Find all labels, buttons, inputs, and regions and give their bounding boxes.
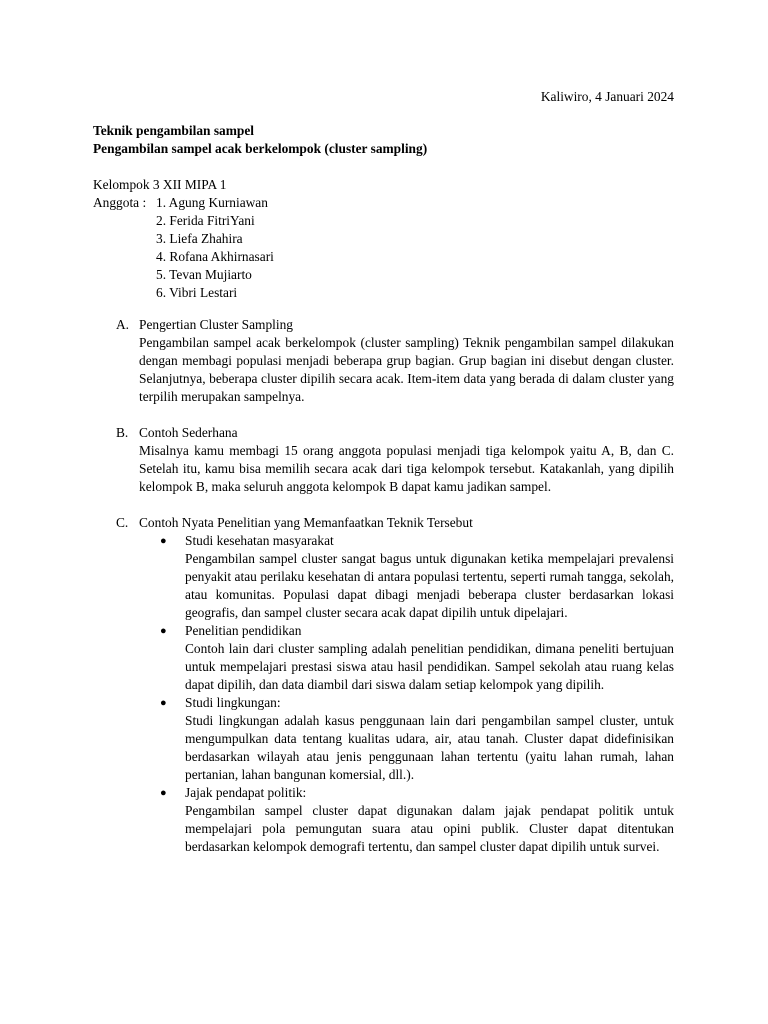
section-heading: Contoh Nyata Penelitian yang Memanfaatkan Teknik Tersebut [139,515,473,530]
group-name: Kelompok 3 XII MIPA 1 [93,177,227,192]
bullet-title: Studi kesehatan masyarakat [185,533,334,548]
bullet-list [160,532,674,856]
bullet-icon: ● [160,787,167,799]
section-c [93,514,674,856]
member-item: 5. Tevan Mujiarto [156,267,252,282]
section-a [93,316,674,406]
section-b [93,424,674,496]
section-heading: Pengertian Cluster Sampling [139,317,293,332]
title-main: Teknik pengambilan sampel [93,123,254,138]
bullet-item [160,622,674,694]
bullet-title: Jajak pendapat politik: [185,785,307,800]
bullet-item [160,784,674,856]
member-item: 4. Rofana Akhirnasari [156,249,274,264]
members-list [156,194,274,302]
document-titles [93,122,427,158]
bullet-text: Pengambilan sampel cluster dapat digunakan dalam jajak pendapat politik untuk mempelajari pola pemungutan suara atau opini publik. Cluster dapat ditentukan berdasarkan kelompok demografi tertentu, dan sampel cluster dapat dipilih untuk survei. [185,803,674,854]
member-item: 3. Liefa Zhahira [156,231,243,246]
bullet-text: Studi lingkungan adalah kasus penggunaan lain dari pengambilan sampel cluster, untuk mengumpulkan data tentang kualitas udara, air, atau tanah. Cluster dapat didefinisikan berdasarkan wilayah atau jenis penggunaan lahan tertentu (yaitu lahan rumah, lahan pertanian, lahan bangunan komersial, dll.). [185,713,674,782]
sections [93,316,674,874]
bullet-item [160,694,674,784]
section-heading: Contoh Sederhana [139,425,238,440]
bullet-text: Pengambilan sampel cluster sangat bagus untuk digunakan ketika mempelajari prevalensi penyakit atau perilaku kesehatan di antara populasi tertentu, seperti rumah tangga, sekolah, atau komunitas. Populasi dapat dibagi menjadi beberapa cluster berdasarkan lokasi geografis, dan sampel cluster secara acak dapat dipilih untuk dipelajari. [185,551,674,620]
place-date: Kaliwiro, 4 Januari 2024 [540,89,674,104]
section-paragraph: Misalnya kamu membagi 15 orang anggota populasi menjadi tiga kelompok yaitu A, B, dan C. Setelah itu, kamu bisa memilih secara acak dari tiga kelompok tersebut. Katakanlah, yang dipilih kelompok B, maka seluruh anggota kelompok B dapat kamu jadikan sampel. [139,443,674,494]
bullet-icon: ● [160,535,167,547]
section-marker: A. [116,317,130,332]
bullet-text: Contoh lain dari cluster sampling adalah penelitian pendidikan, dimana peneliti bertujuan untuk mempelajari prestasi siswa atau hasil pendidikan. Sampel sekolah atau ruang kelas dapat dipilih, dan data diambil dari siswa dalam setiap kelompok yang dipilih. [185,641,674,692]
bullet-icon: ● [160,625,167,637]
section-marker: B. [116,425,129,440]
members-label: Anggota : [93,195,147,210]
bullet-icon: ● [160,697,167,709]
bullet-title: Penelitian pendidikan [185,623,302,638]
section-marker: C. [116,515,129,530]
bullet-item [160,532,674,622]
member-item: 1. Agung Kurniawan [156,195,268,210]
member-item: 6. Vibri Lestari [156,285,238,300]
section-paragraph: Pengambilan sampel acak berkelompok (cluster sampling) Teknik pengambilan sampel dilakukan dengan membagi populasi menjadi beberapa grup bagian. Grup bagian ini disebut dengan cluster. Selanjutnya, beberapa cluster dipilih secara acak. Item-item data yang berada di dalam cluster yang terpilih merupakan sampelnya. [139,335,674,404]
title-sub: Pengambilan sampel acak berkelompok (cluster sampling) [93,141,428,156]
bullet-title: Studi lingkungan: [185,695,281,710]
member-item: 2. Ferida FitriYani [156,213,255,228]
